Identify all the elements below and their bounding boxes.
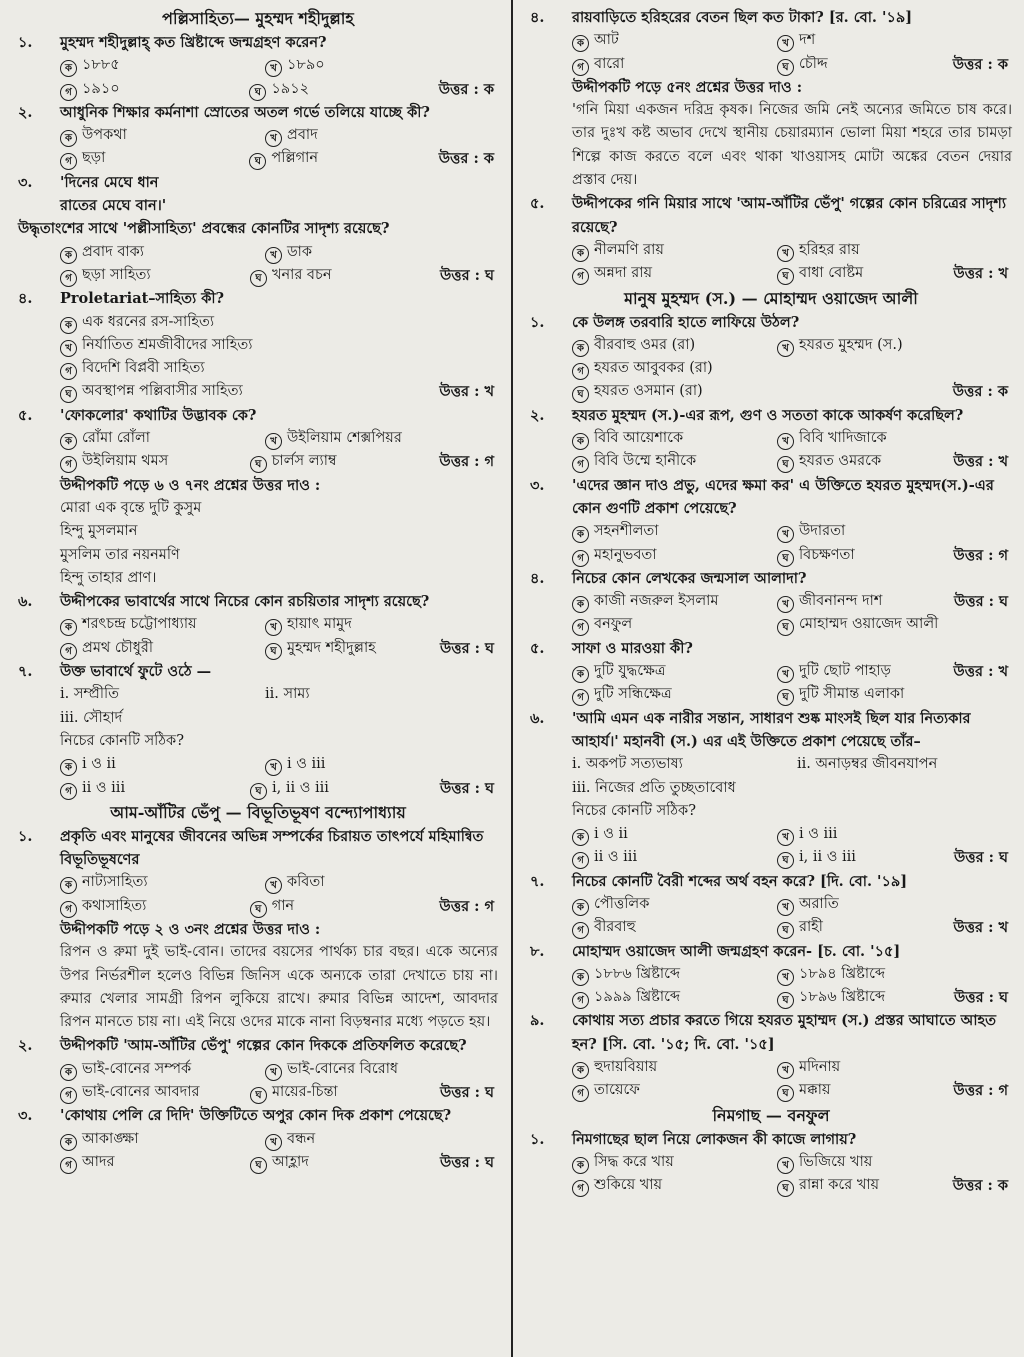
option-b: খ প্রবাদ: [265, 124, 470, 147]
question-text: প্রকৃতি এবং মানুষের জীবনের অভিন্ন সম্পর্কের চিরায়ত তাৎপর্যে মহিমান্বিত বিভূতিভূষণের: [60, 827, 484, 869]
option-d: ঘ i, ii ও iii: [777, 846, 907, 869]
option-a: ক দুটি যুদ্ধক্ষেত্র: [572, 660, 777, 683]
option-a: ক ১৮৮৬ খ্রিষ্টাব্দে: [572, 963, 777, 986]
answer-label: উত্তর : ক: [438, 150, 494, 168]
option-c: গ বারো: [572, 53, 777, 76]
question-text: 'এদের জ্ঞান দাও প্রভু, এদের ক্ষমা কর' এ উক্তিতে হযরত মুহম্মদ(স.)-এর কোন গুণটি প্রকাশ পেয়েছে?: [572, 476, 994, 517]
option-c: গ বিবি উম্মে হানীকে: [572, 450, 777, 473]
option-d: ঘ মক্কায়: [777, 1079, 907, 1102]
option-b: খ জীবনানন্দ দাশ: [777, 590, 922, 613]
option-c: গ কথাসাহিত্য: [60, 895, 250, 918]
question-number: ১.: [530, 1130, 545, 1148]
question-text: 'কোথায় পেলি রে দিদি' উক্তিটিতে অপুর কোন দিক প্রকাশ পেয়েছে?: [60, 1107, 452, 1125]
statement-iii: iii. সৌহার্দ: [60, 709, 123, 726]
question-number: ৬.: [530, 709, 545, 727]
option-b: খ হায়াৎ মামুদ: [265, 613, 470, 636]
option-d: ঘ অবস্থাপন্ন পল্লিবাসীর সাহিত্য: [60, 380, 439, 403]
question-text: 'দিনের মেঘে ধান: [60, 173, 159, 191]
answer-label: উত্তর : ক: [952, 55, 1008, 73]
section-title: মানুষ মুহম্মদ (স.) — মোহাম্মদ ওয়াজেদ আলী: [624, 288, 918, 308]
option-d: ঘ চৌদ্দ: [777, 53, 907, 76]
question-number: ৯.: [530, 1012, 545, 1030]
option-d: ঘ রান্না করে খায়: [777, 1174, 927, 1197]
question-text: উদ্দীপকটি 'আম-আঁটির ভেঁপু' গল্পের কোন দিককে প্রতিফলিত করেছে?: [60, 1037, 467, 1055]
option-c: গ ভাই-বোনের আবদার: [60, 1081, 250, 1104]
question-block: [530, 637, 1012, 707]
stimulus-instruction: উদ্দীপকটি পড়ে ২ ও ৩নং প্রশ্নের উত্তর দাও :: [60, 920, 321, 938]
question-text: আধুনিক শিক্ষার কর্মনাশা স্রোতের অতল গর্ভে তলিয়ে যাচ্ছে কী?: [60, 103, 430, 121]
option-c: গ বনফুল: [572, 613, 777, 636]
question-number: ৬.: [18, 593, 33, 611]
option-d: ঘ রাহী: [777, 916, 907, 939]
option-c: গ অন্নদা রায়: [572, 262, 777, 285]
answer-label: উত্তর : খ: [439, 383, 494, 401]
option-c: গ তায়েফে: [572, 1079, 777, 1102]
question-block: [530, 940, 1012, 1010]
section-title: পল্লিসাহিত্য— মুহম্মদ শহীদুল্লাহ: [162, 9, 354, 28]
option-c: গ শুকিয়ে খায়: [572, 1174, 777, 1197]
which-correct: নিচের কোনটি সঠিক?: [572, 802, 696, 819]
question-text: সাফা ও মারওয়া কী?: [572, 639, 693, 657]
question-block: [530, 6, 1012, 76]
option-b: খ i ও iii: [265, 753, 470, 776]
option-c: গ প্রমথ চৌধুরী: [60, 637, 265, 660]
question-text: কোথায় সত্য প্রচার করতে গিয়ে হযরত মুহাম্মদ (স.) প্রস্তর আঘাতে আহত হন? [সি. বো. '১৫; দি. বো. '১৫]: [572, 1012, 997, 1053]
answer-label: উত্তর : ঘ: [953, 989, 1008, 1007]
stimulus-paragraph: রিপন ও রুমা দুই ভাই-বোন। তাদের বয়সের পার্থক্য চার বছর। একে অন্যের উপর নির্ভরশীল হলেও বিভিন্ন জিনিস একে অন্যকে তারা দেখাতে চায় না। রুমার খেলার সামগ্রী রিপন লুকিয়ে রাখে। রুমার বিভিন্ন আদেশ, আবদার রিপন মানতে চায় না। এই নিয়ে ওদের মাকে নানা বিড়ম্বনার মধ্যে পড়তে হয়।: [60, 944, 498, 1031]
question-block: [530, 192, 1012, 285]
option-d: ঘ আহ্লাদ: [250, 1151, 440, 1174]
option-a: ক আকাঙ্ক্ষা: [60, 1128, 265, 1151]
question-text: হযরত মুহম্মদ (স.)-এর রূপ, গুণ ও সততা কাকে আকর্ষণ করেছিল?: [572, 406, 964, 424]
question-block: [18, 660, 498, 800]
option-b: খ হরিহর রায়: [777, 239, 982, 262]
option-a: ক নাট্যসাহিত্য: [60, 871, 265, 894]
option-b: খ ১৮৯৪ খ্রিষ্টাব্দে: [777, 963, 982, 986]
question-block: [18, 171, 498, 287]
option-d: ঘ মুহম্মদ শহীদুল্লাহ: [265, 637, 415, 660]
question-text: নিচের কোন লেখকের জন্মসাল আলাদা?: [572, 569, 807, 587]
option-c: গ ছড়া সাহিত্য: [60, 264, 250, 287]
question-number: ৩.: [18, 173, 33, 191]
option-c: গ হযরত আবুবকর (রা): [572, 357, 777, 380]
option-d: ঘ হযরত ওমরকে: [777, 450, 912, 473]
question-number: ৭.: [530, 872, 545, 890]
question-block: [530, 870, 1012, 940]
option-c: গ ১৯১০: [60, 78, 249, 101]
option-d: ঘ ১৯১২: [249, 78, 438, 101]
question-block: [18, 287, 498, 403]
question-number: ৩.: [530, 476, 545, 494]
option-b: খ দুটি ছোট পাহাড়: [777, 660, 917, 683]
option-b: খ অরাতি: [777, 893, 982, 916]
answer-label: উত্তর : ঘ: [953, 593, 1008, 611]
option-a: ক শরৎচন্দ্র চট্টোপাধ্যায়: [60, 613, 265, 636]
statement-ii: ii. সাম্য: [265, 686, 310, 703]
question-block: [18, 31, 498, 101]
question-number: ২.: [530, 406, 545, 424]
option-a: ক বিবি আয়েশাকে: [572, 427, 777, 450]
option-b: খ হযরত মুহম্মদ (স.): [777, 334, 982, 357]
option-a: ক ১৮৮৫: [60, 54, 265, 77]
option-b: খ নির্যাতিত শ্রমজীবীদের সাহিত্য: [60, 334, 498, 357]
option-b: খ ভাই-বোনের বিরোধ: [265, 1058, 470, 1081]
poem-line: হিন্দু মুসলমান: [60, 523, 138, 540]
option-d: ঘ মোহাম্মদ ওয়াজেদ আলী: [777, 613, 1012, 636]
section-title: আম-আঁটির ভেঁপু — বিভূতিভূষণ বন্দ্যোপাধ্যায়: [110, 802, 406, 822]
answer-label: উত্তর : গ: [439, 453, 494, 471]
answer-label: উত্তর : ঘ: [439, 266, 494, 284]
option-c: গ উইলিয়াম থমস: [60, 450, 250, 473]
answer-label: উত্তর : খ: [953, 265, 1008, 283]
statement-i: i. অকপট সত্যভাষ্য: [572, 756, 683, 773]
answer-label: উত্তর : খ: [953, 453, 1008, 471]
option-c: গ ii ও iii: [572, 846, 777, 869]
option-a: ক আট: [572, 29, 777, 52]
question-number: ২.: [18, 1037, 33, 1055]
answer-label: উত্তর : ক: [952, 383, 1008, 401]
question-block: [18, 1104, 498, 1174]
answer-label: উত্তর : ঘ: [953, 849, 1008, 867]
answer-label: উত্তর : খ: [953, 663, 1008, 681]
question-number: ৫.: [18, 406, 33, 424]
section-title: নিমগাছ — বনফুল: [712, 1105, 830, 1125]
stimulus-paragraph: 'গনি মিয়া একজন দরিদ্র কৃষক। নিজের জমি নেই অন্যের জমিতে চাষ করে। তার দুঃখ কষ্ট অভাব দেখে স্থানীয় চেয়ারম্যান ভোলা মিয়া শহরে তার চামড়া শিল্পে কাজ করতে বলে এবং থাকা খাওয়াসহ মোটা অঙ্কের বেতন দেয়ার প্রস্তাব দেয়।: [572, 102, 1012, 189]
option-b: খ ১৮৯০: [265, 54, 470, 77]
question-number: ৪.: [530, 9, 545, 26]
poem-line: হিন্দু তাহার প্রাণ।: [60, 569, 157, 586]
option-b: খ মদিনায়: [777, 1056, 982, 1079]
question-number: ১.: [18, 34, 33, 51]
question-number: ৮.: [530, 942, 545, 960]
option-d: ঘ দুটি সীমান্ত এলাকা: [777, 683, 1012, 706]
option-b: খ বন্ধন: [265, 1128, 470, 1151]
option-d: ঘ গান: [250, 895, 440, 918]
option-b: খ i ও iii: [777, 823, 982, 846]
answer-label: উত্তর : ঘ: [439, 1084, 494, 1102]
poem-line: মুসলিম তার নয়নমণি: [60, 546, 180, 563]
answer-label: উত্তর : ক: [438, 80, 494, 98]
question-text: মোহাম্মদ ওয়াজেদ আলী জন্মগ্রহণ করেন- [চ. বো. '১৫]: [572, 942, 901, 960]
option-a: ক সহনশীলতা: [572, 520, 777, 543]
option-b: খ ডাক: [265, 241, 470, 264]
question-block: [530, 567, 1012, 637]
option-b: খ ভিজিয়ে খায়: [777, 1151, 982, 1174]
option-c: গ ii ও iii: [60, 777, 250, 800]
statement-iii: iii. নিজের প্রতি তুচ্ছতাবোধ: [572, 779, 736, 796]
option-a: ক সিদ্ধ করে খায়: [572, 1151, 777, 1174]
question-number: ১.: [18, 827, 33, 845]
question-text: উক্ত ভাবার্থে ফুটে ওঠে —: [60, 663, 212, 681]
option-b: খ দশ: [777, 29, 982, 52]
option-c: গ মহানুভবতা: [572, 544, 777, 567]
question-block: [530, 474, 1012, 567]
option-a: ক এক ধরনের রস-সাহিত্য: [60, 311, 498, 334]
answer-label: উত্তর : গ: [953, 1082, 1008, 1100]
question-block: [18, 590, 498, 660]
question-block: [530, 707, 1012, 870]
option-a: ক ভাই-বোনের সম্পর্ক: [60, 1058, 265, 1081]
option-b: খ কবিতা: [265, 871, 470, 894]
stimulus-instruction: উদ্দীপকটি পড়ে ৫নং প্রশ্নের উত্তর দাও :: [572, 78, 803, 96]
question-text: নিচের কোনটি বৈরী শব্দের অর্থ বহন করে? [দি. বো. '১৯]: [572, 872, 908, 890]
option-b: খ উইলিয়াম শেক্সপিয়র: [265, 427, 470, 450]
option-a: ক i ও ii: [572, 823, 777, 846]
question-block: [18, 1034, 498, 1104]
question-block: [530, 1128, 1012, 1198]
question-number: ৪.: [18, 290, 33, 308]
right-column: [512, 0, 1024, 1357]
option-d: ঘ খনার বচন: [250, 264, 440, 287]
question-number: ৪.: [530, 569, 545, 587]
question-block: [18, 825, 498, 918]
answer-label: উত্তর : ঘ: [439, 779, 494, 797]
statement-i: i. সম্প্রীতি: [60, 686, 120, 703]
which-correct: নিচের কোনটি সঠিক?: [60, 732, 184, 749]
option-c: গ ১৯৯৯ খ্রিষ্টাব্দে: [572, 986, 777, 1009]
option-a: ক বীরবাহু ওমর (রা): [572, 334, 777, 357]
question-block: [530, 404, 1012, 474]
question-number: ৫.: [530, 639, 545, 657]
question-text: কে উলঙ্গ তরবারি হাতে লাফিয়ে উঠল?: [572, 313, 800, 331]
question-number: ২.: [18, 103, 33, 121]
option-b: খ উদারতা: [777, 520, 982, 543]
question-block: [18, 404, 498, 474]
question-text-line: রাতের মেঘে বান।': [60, 197, 167, 215]
option-d: ঘ ১৮৯৬ খ্রিষ্টাব্দে: [777, 986, 917, 1009]
answer-label: উত্তর : ঘ: [439, 1153, 494, 1171]
question-block: [18, 101, 498, 171]
question-text: রায়বাড়িতে হরিহরের বেতন ছিল কত টাকা? [র. বো. '১৯]: [572, 9, 913, 26]
question-number: ৩.: [18, 1107, 33, 1125]
option-d: ঘ বাধা বোষ্টম: [777, 262, 907, 285]
option-b: খ বিবি খাদিজাকে: [777, 427, 982, 450]
option-d: ঘ i, ii ও iii: [250, 777, 440, 800]
option-c: গ বীরবাহু: [572, 916, 777, 939]
option-a: ক উপকথা: [60, 124, 265, 147]
question-block: [530, 1009, 1012, 1102]
answer-label: উত্তর : গ: [953, 546, 1008, 564]
question-text: মুহম্মদ শহীদুল্লাহ্ কত খ্রিষ্টাব্দে জন্মগ্রহণ করেন?: [60, 34, 327, 51]
question-text: 'ফোকলোর' কথাটির উদ্ভাবক কে?: [60, 406, 257, 424]
answer-label: উত্তর : ক: [952, 1177, 1008, 1195]
option-c: গ আদর: [60, 1151, 250, 1174]
option-d: ঘ পল্লিগান: [249, 147, 438, 170]
question-block: [530, 311, 1012, 404]
option-d: ঘ চার্লস ল্যাম্ব: [250, 450, 440, 473]
option-d: ঘ বিচক্ষণতা: [777, 544, 912, 567]
answer-label: উত্তর : ঘ: [439, 639, 494, 657]
option-a: ক i ও ii: [60, 753, 265, 776]
question-number: ৭.: [18, 663, 33, 681]
option-c: গ বিদেশি বিপ্লবী সাহিত্য: [60, 357, 498, 380]
option-d: ঘ মায়ের-চিন্তা: [250, 1081, 440, 1104]
question-text: উদ্দীপকের গনি মিয়ার সাথে 'আম-আঁটির ভেঁপু' গল্পের কোন চরিত্রের সাদৃশ্য রয়েছে?: [572, 195, 1007, 236]
question-text: নিমগাছের ছাল নিয়ে লোকজন কী কাজে লাগায়?: [572, 1130, 857, 1148]
option-a: ক হুদায়বিয়ায়: [572, 1056, 777, 1079]
option-a: ক প্রবাদ বাক্য: [60, 241, 265, 264]
option-c: গ ছড়া: [60, 147, 249, 170]
poem-line: মোরা এক বৃন্তে দুটি কুসুম: [60, 499, 202, 516]
question-text: 'আমি এমন এক নারীর সন্তান, সাধারণ শুষ্ক মাংসই ছিল যার নিত্যকার আহার্য।' মহানবী (স.) এর এই উক্তিতে প্রকাশ পেয়েছে তাঁর–: [572, 709, 971, 750]
option-a: ক কাজী নজরুল ইসলাম: [572, 590, 777, 613]
option-a: ক পৌত্তলিক: [572, 893, 777, 916]
question-text-line: উদ্ধৃতাংশের সাথে 'পল্লীসাহিত্য' প্রবন্ধের কোনটির সাদৃশ্য রয়েছে?: [18, 220, 390, 238]
question-text: Proletariat–সাহিত্য কী?: [60, 290, 225, 308]
question-number: ১.: [530, 313, 545, 331]
question-text: উদ্দীপকের ভাবার্থের সাথে নিচের কোন রচয়িতার সাদৃশ্য রয়েছে?: [60, 593, 430, 611]
answer-label: উত্তর : খ: [953, 919, 1008, 937]
answer-label: উত্তর : গ: [439, 897, 494, 915]
question-number: ৫.: [530, 195, 545, 213]
option-d: ঘ হযরত ওসমান (রা): [572, 380, 777, 403]
stimulus-instruction: উদ্দীপকটি পড়ে ৬ ও ৭নং প্রশ্নের উত্তর দাও :: [60, 476, 321, 494]
option-c: গ দুটি সন্ধিক্ষেত্র: [572, 683, 777, 706]
option-a: ক রোঁমা রোঁলা: [60, 427, 265, 450]
option-a: ক নীলমণি রায়: [572, 239, 777, 262]
statement-ii: ii. অনাড়ম্বর জীবনযাপন: [797, 756, 938, 773]
